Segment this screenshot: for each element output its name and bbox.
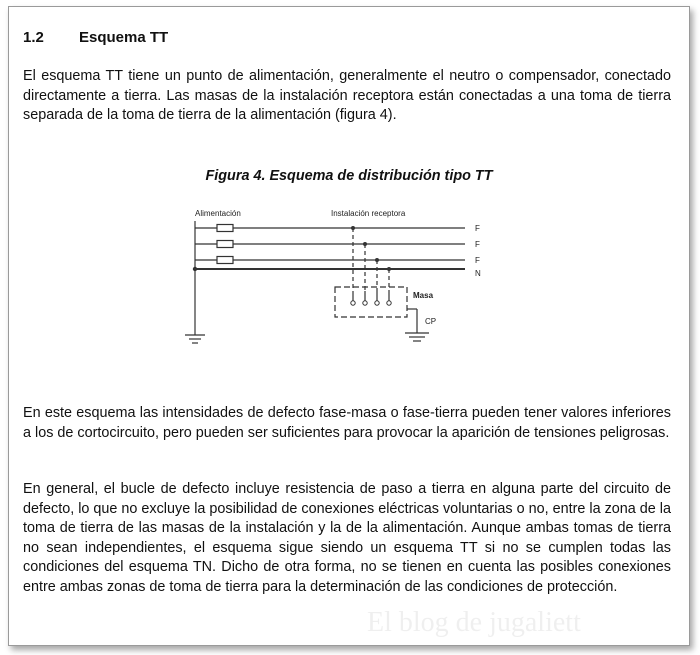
label-installation: Instalación receptora — [331, 209, 406, 218]
label-neutral: N — [475, 269, 481, 278]
section-heading — [23, 29, 168, 46]
intro-paragraph: El esquema TT tiene un punto de alimentación, generalmente el neutro o compensador, conectado directamente a tierra. Las masas de la instalación receptora están conectadas a una toma de tierra separada de la toma de tierra de la alimentación (figura 4). — [23, 68, 671, 124]
section-number: 1.2 — [23, 29, 44, 46]
label-mass: Masa — [413, 291, 434, 300]
tt-distribution-diagram — [175, 197, 495, 357]
label-phase-2: F — [475, 240, 480, 249]
section-title: Esquema TT — [79, 29, 169, 46]
fuse-2 — [217, 241, 233, 248]
document-page — [8, 6, 690, 646]
label-supply: Alimentación — [195, 209, 241, 218]
fuse-3 — [217, 257, 233, 264]
label-phase-3: F — [475, 256, 480, 265]
figure-caption: Figura 4. Esquema de distribución tipo TT — [205, 168, 493, 184]
mass-enclosure — [335, 287, 407, 317]
label-protective-conductor: CP — [425, 317, 437, 326]
label-phase-1: F — [475, 224, 480, 233]
defect-currents-paragraph: En este esquema las intensidades de defecto fase-masa o fase-tierra pueden tener valores inferiores a los de cortocircuito, pero pueden ser suficientes para provocar la aparición de tensiones peligrosas. — [23, 405, 671, 441]
watermark: El blog de jugaliett — [367, 607, 581, 638]
general-paragraph: En general, el bucle de defecto incluye resistencia de paso a tierra en alguna parte del circuito de defecto, lo que no excluye la posibilidad de conexiones eléctricas voluntarias o no, entre la zona de la toma de tierra de las masas de la instalación y la de la alimentación. Aunque ambas tomas de tierra no sean independientes, el esquema sigue siendo un esquema TT si no se cumplen todas las condiciones del esquema TN. Dicho de otra forma, no se tienen en cuenta las posibles conexiones entre ambas zonas de toma de tierra para la determinación de las condiciones de protección. — [23, 481, 671, 595]
fuse-1 — [217, 225, 233, 232]
